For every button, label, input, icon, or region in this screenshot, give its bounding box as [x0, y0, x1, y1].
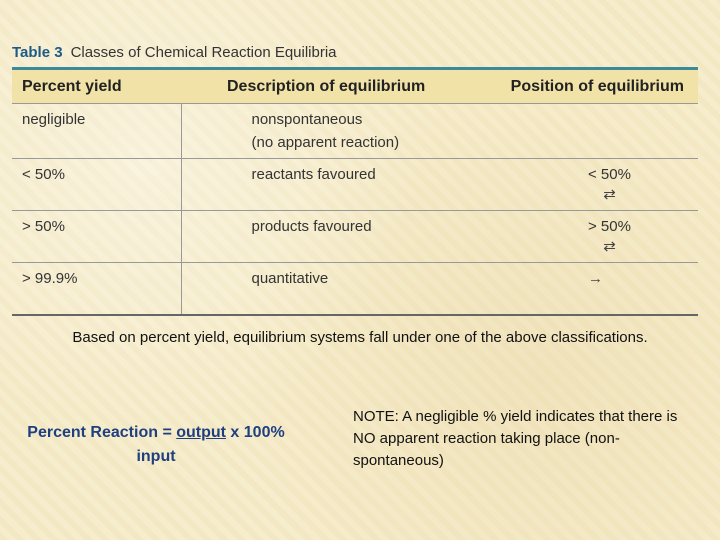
table-header-row	[12, 70, 698, 104]
forward-arrow-icon: →	[588, 270, 603, 287]
cell-description: reactants favoured	[181, 159, 468, 211]
table-row	[12, 104, 698, 159]
table-title: Classes of Chemical Reaction Equilibria	[70, 44, 337, 61]
position-group	[588, 215, 631, 256]
table-row	[12, 159, 698, 211]
cell-position	[468, 263, 698, 316]
table-row	[12, 263, 698, 316]
cell-yield: > 50%	[12, 211, 181, 263]
position-group	[588, 270, 603, 288]
percent-reaction-formula	[6, 421, 306, 469]
equilibria-table	[12, 70, 698, 316]
cell-yield: > 99.9%	[12, 263, 181, 316]
table-caption	[12, 44, 337, 61]
cell-yield: < 50%	[12, 159, 181, 211]
cell-yield: negligible	[12, 104, 181, 159]
classification-note: Based on percent yield, equilibrium systems fall under one of the above classifications.	[72, 329, 648, 346]
header-position: Position of equilibrium	[468, 70, 698, 104]
formula-main-line	[6, 421, 306, 445]
cell-position	[468, 104, 698, 159]
description-line: (no apparent reaction)	[251, 134, 400, 151]
cell-position	[468, 211, 698, 263]
table-number: Table 3	[12, 44, 63, 61]
table-row	[12, 211, 698, 263]
equilibrium-arrow-icon: ⇄	[603, 238, 616, 255]
equilibrium-arrow-icon: ⇄	[603, 186, 616, 203]
cell-position	[468, 159, 698, 211]
position-value: < 50%	[588, 166, 631, 183]
formula-denominator: input	[136, 448, 176, 465]
header-description: Description of equilibrium	[181, 70, 468, 104]
formula-suffix: x 100%	[225, 424, 285, 441]
formula-prefix: Percent Reaction =	[27, 424, 177, 441]
cell-description	[181, 104, 468, 159]
description-line: nonspontaneous	[251, 111, 363, 128]
position-value: > 50%	[588, 218, 631, 235]
header-percent-yield: Percent yield	[12, 70, 181, 104]
cell-description: quantitative	[181, 263, 468, 316]
position-group	[588, 163, 631, 204]
formula-numerator: output	[176, 424, 226, 441]
cell-description: products favoured	[181, 211, 468, 263]
negligible-yield-note: NOTE: A negligible % yield indicates that there is NO apparent reaction taking place (non-spontaneous)	[353, 408, 678, 469]
